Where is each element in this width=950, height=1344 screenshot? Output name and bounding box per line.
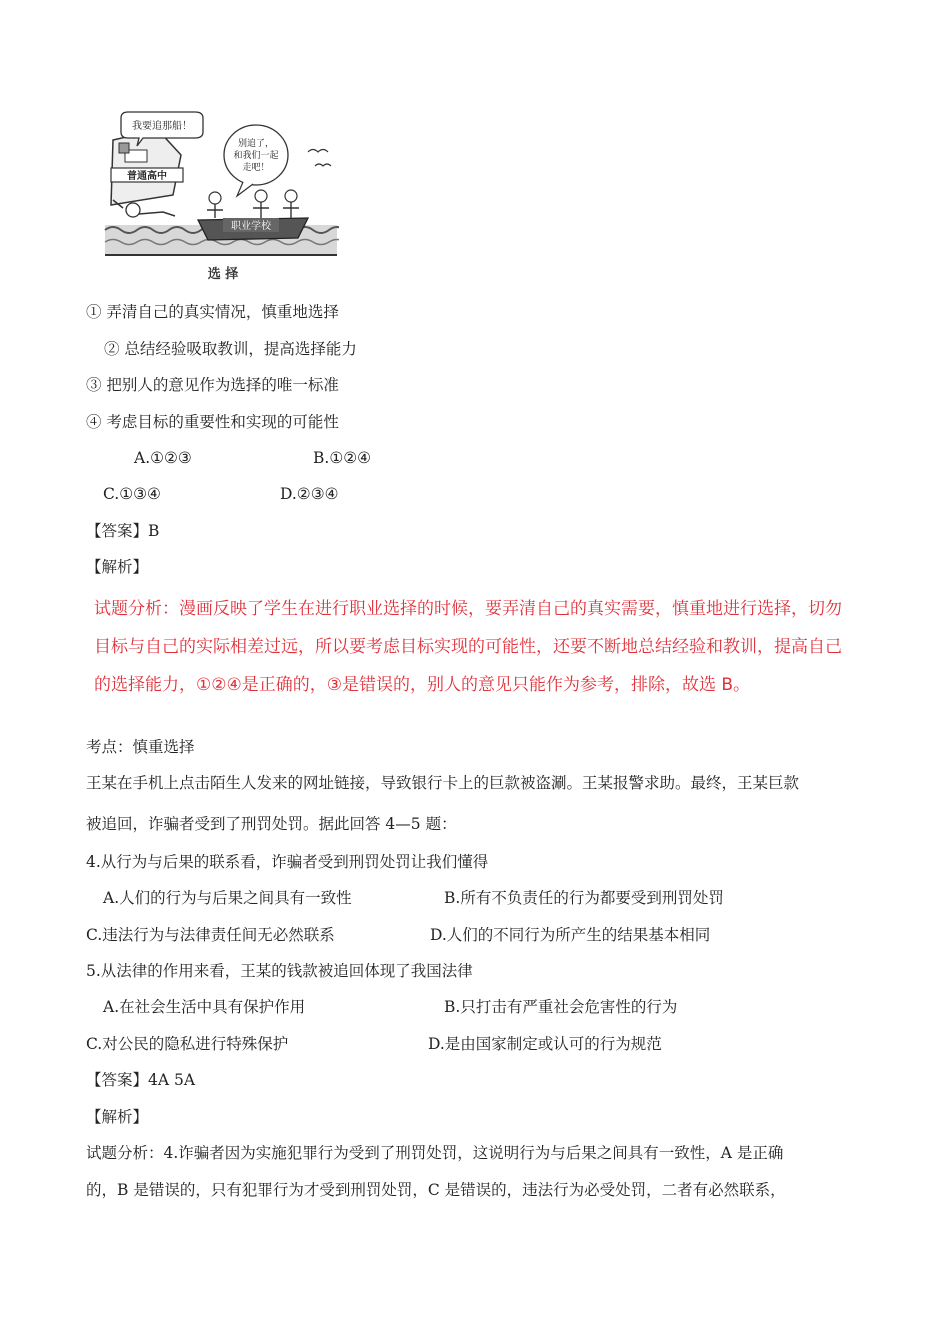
swimmer xyxy=(126,203,140,217)
q5-option-a: A.在社会生活中具有保护作用 xyxy=(103,998,306,1016)
q3-option-3: ③ 把别人的意见作为选择的唯一标准 xyxy=(86,376,339,394)
q3-choice-c: C.①③④ xyxy=(103,485,161,503)
q4-stem: 4.从行为与后果的联系看，诈骗者受到刑罚处罚让我们懂得 xyxy=(86,853,489,871)
q3-option-1: ① 弄清自己的真实情况，慎重地选择 xyxy=(86,303,339,321)
q4-option-a: A.人们的行为与后果之间具有一致性 xyxy=(103,889,352,907)
q5-option-d: D.是由国家制定或认可的行为规范 xyxy=(428,1035,662,1053)
q3-option-4: ④ 考虑目标的重要性和实现的可能性 xyxy=(86,413,339,431)
q3-answer: 【答案】B xyxy=(86,522,160,540)
q4-option-b: B.所有不负责任的行为都要受到刑罚处罚 xyxy=(444,889,724,907)
q3-option-2: ② 总结经验吸取教训，提高选择能力 xyxy=(104,340,357,358)
q3-choice-d: D.②③④ xyxy=(280,485,339,503)
bubble-left-text: 我要追那船！ xyxy=(132,121,192,132)
analysis-4-5-label: 【解析】 xyxy=(86,1108,149,1126)
q3-analysis-line-2: 目标与自己的实际相差过远，所以要考虑目标实现的可能性，还要不断地总结经验和教训，提高自己 xyxy=(94,637,842,657)
ship-label: 普通高中 xyxy=(127,171,167,182)
q3-choice-b: B.①②④ xyxy=(313,449,372,467)
q5-stem: 5.从法律的作用来看，王某的钱款被追回体现了我国法律 xyxy=(86,962,473,980)
bubble-right-line-1: 别追了， xyxy=(237,139,275,149)
q3-analysis-label: 【解析】 xyxy=(86,558,149,576)
q5-option-b: B.只打击有严重社会危害性的行为 xyxy=(444,998,678,1016)
q3-analysis-line-3: 的选择能力，①②④是正确的，③是错误的，别人的意见只能作为参考，排除，故选 B。 xyxy=(94,675,751,695)
analysis-4-5-line-2: 的，B 是错误的，只有犯罪行为才受到刑罚处罚，C 是错误的，违法行为必受处罚，二者有必然联系， xyxy=(86,1181,786,1199)
q3-choice-a: A.①②③ xyxy=(134,449,192,467)
cartoon-caption: 选 择 xyxy=(207,267,239,282)
bubble-right-line-3: 走吧！ xyxy=(242,163,270,173)
cartoon-illustration xyxy=(103,110,339,286)
answer-4-5: 【答案】4A 5A xyxy=(86,1071,196,1089)
q5-option-c: C.对公民的隐私进行特殊保护 xyxy=(86,1035,289,1053)
q4-option-c: C.违法行为与法律责任间无必然联系 xyxy=(86,926,335,944)
q3-key-point: 考点：慎重选择 xyxy=(86,738,195,756)
bubble-right-line-2: 和我们一起 xyxy=(233,151,279,161)
boat-label: 职业学校 xyxy=(231,221,271,232)
q4-option-d: D.人们的不同行为所产生的结果基本相同 xyxy=(430,926,711,944)
passage-line-2: 被追回，诈骗者受到了刑罚处罚。据此回答 4—5 题： xyxy=(86,815,457,833)
q3-analysis-line-1: 试题分析：漫画反映了学生在进行职业选择的时候，要弄清自己的真实需要，慎重地进行选择，切勿 xyxy=(94,599,842,619)
passage-line-1: 王某在手机上点击陌生人发来的网址链接，导致银行卡上的巨款被盗涮。王某报警求助。最终，王某巨款 xyxy=(86,774,800,792)
analysis-4-5-line-1: 试题分析：4.诈骗者因为实施犯罪行为受到了刑罚处罚，这说明行为与后果之间具有一致性，A 是正确 xyxy=(86,1144,784,1162)
